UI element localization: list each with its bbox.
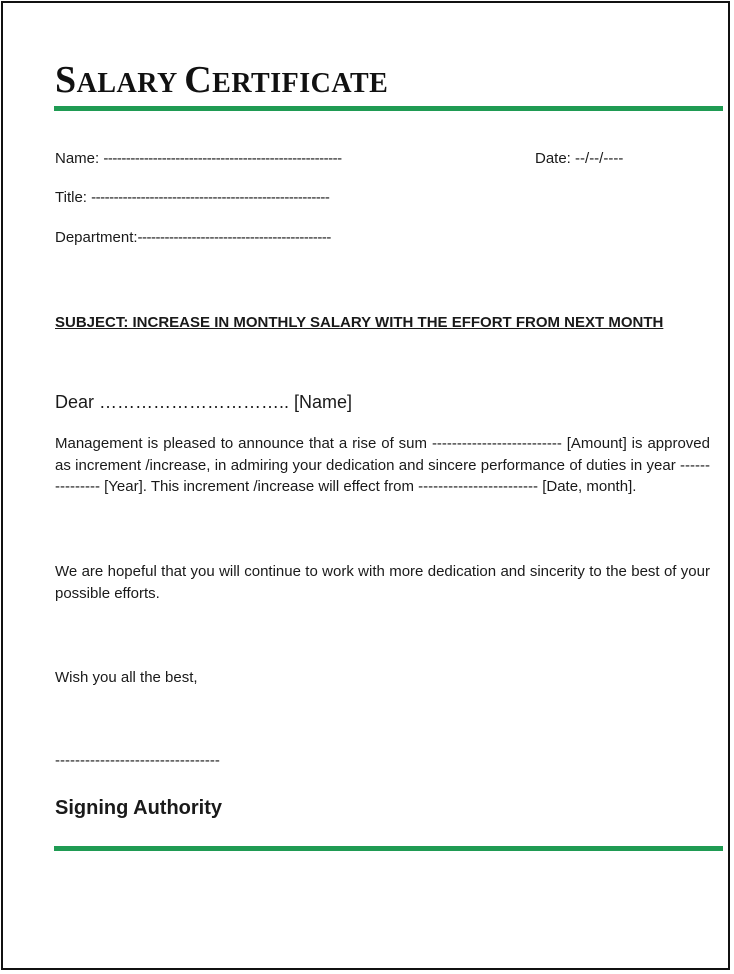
salutation: Dear ………………………….. [Name]	[55, 392, 353, 412]
date-field	[535, 150, 623, 167]
signature-line: ---------------------------------	[55, 752, 220, 769]
footer-divider	[54, 846, 723, 851]
title-initial-c: C	[184, 59, 213, 101]
title-label: Title:	[55, 189, 87, 206]
closing-line: Wish you all the best,	[55, 669, 198, 686]
name-blank: -----------------------------------------------------	[103, 150, 342, 167]
name-label: Name:	[55, 150, 100, 167]
title-field	[55, 189, 329, 206]
date-blank: --/--/----	[575, 150, 624, 167]
name-field	[55, 150, 342, 167]
title-blank: -----------------------------------------------------	[91, 189, 330, 206]
header-divider	[54, 106, 723, 111]
body-paragraph-2: We are hopeful that you will continue to work with more dedication and sincerity to the best of your possible efforts.	[55, 563, 710, 602]
department-blank: -------------------------------------------	[137, 229, 331, 246]
department-label: Department:	[55, 229, 138, 246]
document-title	[55, 58, 388, 102]
department-field	[55, 229, 331, 246]
title-word-salary: ALARY	[76, 68, 185, 99]
body-paragraph-1: Management is pleased to announce that a rise of sum -------------------------- [Amount] is approved as increment /increase, in admiring your dedication and sincere performance of duties in year --------------- [Year]. This increment /increase will effect from ------------------------ [Date, month].	[55, 435, 710, 495]
title-word-certificate: ERTIFICATE	[212, 68, 389, 99]
signing-authority: Signing Authority	[55, 797, 223, 819]
date-label: Date:	[535, 150, 571, 167]
title-initial-s: S	[55, 59, 77, 101]
subject-line: SUBJECT: INCREASE IN MONTHLY SALARY WITH THE EFFORT FROM NEXT MONTH	[55, 314, 664, 331]
